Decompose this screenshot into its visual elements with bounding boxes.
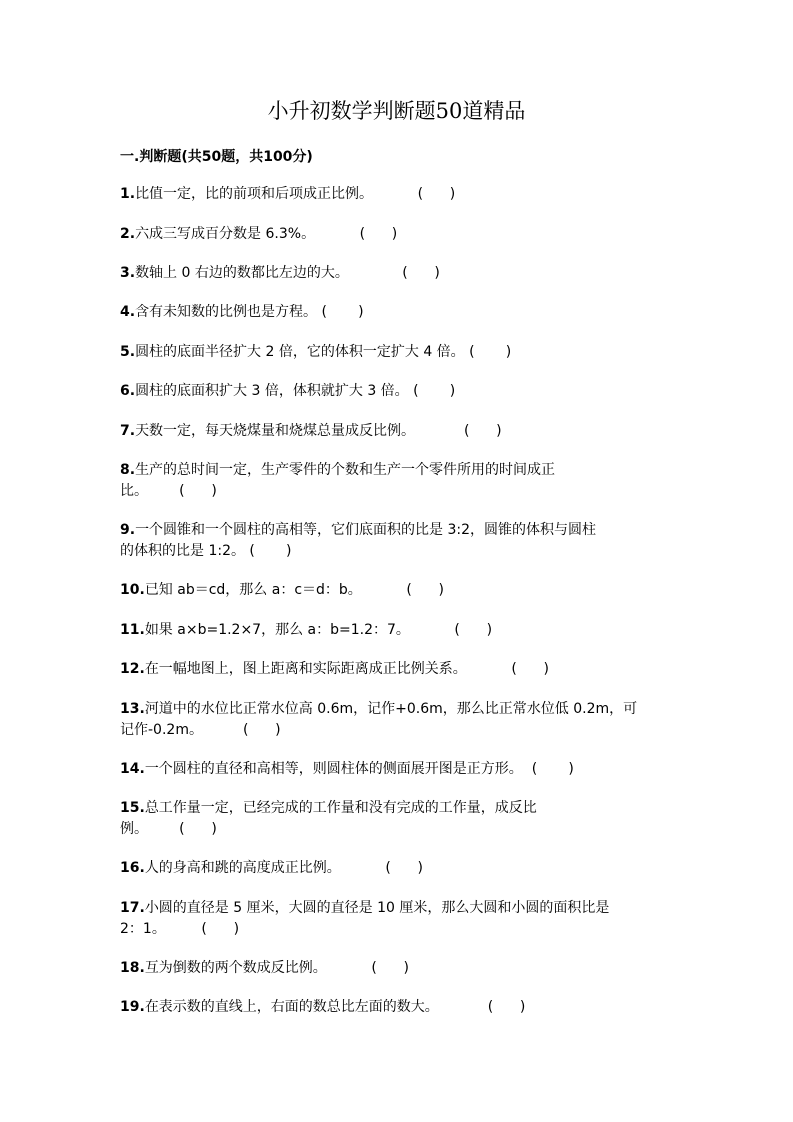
question-text: 如果 a×b=1.2×7，那么 a：b=1.2：7。 ( ): [144, 622, 493, 638]
question-item: [120, 898, 680, 919]
question-text: 生产的总时间一定，生产零件的个数和生产一个零件所用的时间成正: [135, 462, 556, 478]
question-number: 13.: [120, 701, 145, 717]
question-number: 18.: [120, 960, 145, 976]
question-text: 人的身高和跳的高度成正比例。 ( ): [144, 860, 423, 876]
question-item: [120, 759, 680, 780]
question-text: 天数一定，每天烧煤量和烧煤总量成反比例。 ( ): [135, 423, 502, 439]
question-item: [120, 520, 680, 541]
question-text-continued: 例。 ( ): [120, 821, 217, 837]
question-number: 19.: [120, 999, 145, 1015]
question-item: [120, 699, 680, 720]
question-number: 11.: [120, 622, 145, 638]
question-number: 15.: [120, 800, 145, 816]
question-item: [120, 460, 680, 481]
question-number: 8.: [120, 462, 136, 478]
question-text: 总工作量一定，已经完成的工作量和没有完成的工作量，成反比: [144, 800, 537, 816]
question-number: 10.: [120, 582, 145, 598]
question-item: [120, 798, 680, 819]
question-text: 一个圆柱的直径和高相等，则圆柱体的侧面展开图是正方形。 ( ): [144, 761, 574, 777]
question-text: 河道中的水位比正常水位高 0.6m，记作+0.6m，那么比正常水位低 0.2m，可: [144, 701, 638, 717]
question-text-continued: 的体积的比是 1:2。 ( ): [120, 543, 292, 559]
question-text: 圆柱的底面积扩大 3 倍，体积就扩大 3 倍。 ( ): [135, 383, 456, 399]
question-text: 小圆的直径是 5 厘米，大圆的直径是 10 厘米，那么大圆和小圆的面积比是: [144, 900, 610, 916]
section-heading: 一.判断题(共50题，共100分): [120, 149, 313, 165]
question-text: 一个圆锥和一个圆柱的高相等，它们底面积的比是 3:2，圆锥的体积与圆柱: [135, 522, 597, 538]
question-text: 在表示数的直线上，右面的数总比左面的数大。 ( ): [144, 999, 526, 1015]
question-item: [120, 997, 680, 1018]
question-number: 14.: [120, 761, 145, 777]
question-number: 2.: [120, 226, 136, 242]
question-number: 1.: [120, 186, 136, 202]
question-item: [120, 958, 680, 979]
question-number: 7.: [120, 423, 136, 439]
question-number: 9.: [120, 522, 136, 538]
question-number: 12.: [120, 661, 145, 677]
question-item: [120, 224, 680, 245]
question-item: [120, 858, 680, 879]
question-number: 4.: [120, 304, 136, 320]
question-number: 17.: [120, 900, 145, 916]
question-text: 已知 ab＝cd，那么 a：c＝d：b。 ( ): [144, 582, 444, 598]
question-text-continued: 记作-0.2m。 ( ): [120, 722, 281, 738]
question-text-continued: 2：1。 ( ): [120, 921, 240, 937]
question-item: [120, 302, 680, 323]
question-text: 含有未知数的比例也是方程。 ( ): [135, 304, 364, 320]
question-text: 数轴上 0 右边的数都比左边的大。 ( ): [135, 265, 440, 281]
question-item: [120, 580, 680, 601]
question-text: 六成三写成百分数是 6.3%。 ( ): [135, 226, 398, 242]
question-text: 圆柱的底面半径扩大 2 倍，它的体积一定扩大 4 倍。 ( ): [135, 344, 512, 360]
question-number: 3.: [120, 265, 136, 281]
question-number: 5.: [120, 344, 136, 360]
question-item: [120, 342, 680, 363]
question-item: [120, 421, 680, 442]
question-number: 16.: [120, 860, 145, 876]
question-text: 在一幅地图上，图上距离和实际距离成正比例关系。 ( ): [144, 661, 549, 677]
page-title: 小升初数学判断题50道精品: [267, 99, 526, 123]
question-item: [120, 184, 680, 205]
question-text: 互为倒数的两个数成反比例。 ( ): [144, 960, 409, 976]
question-text: 比值一定，比的前项和后项成正比例。 ( ): [135, 186, 456, 202]
question-item: [120, 263, 680, 284]
question-text-continued: 比。 ( ): [120, 483, 217, 499]
question-item: [120, 620, 680, 641]
question-number: 6.: [120, 383, 136, 399]
question-item: [120, 659, 680, 680]
question-item: [120, 381, 680, 402]
